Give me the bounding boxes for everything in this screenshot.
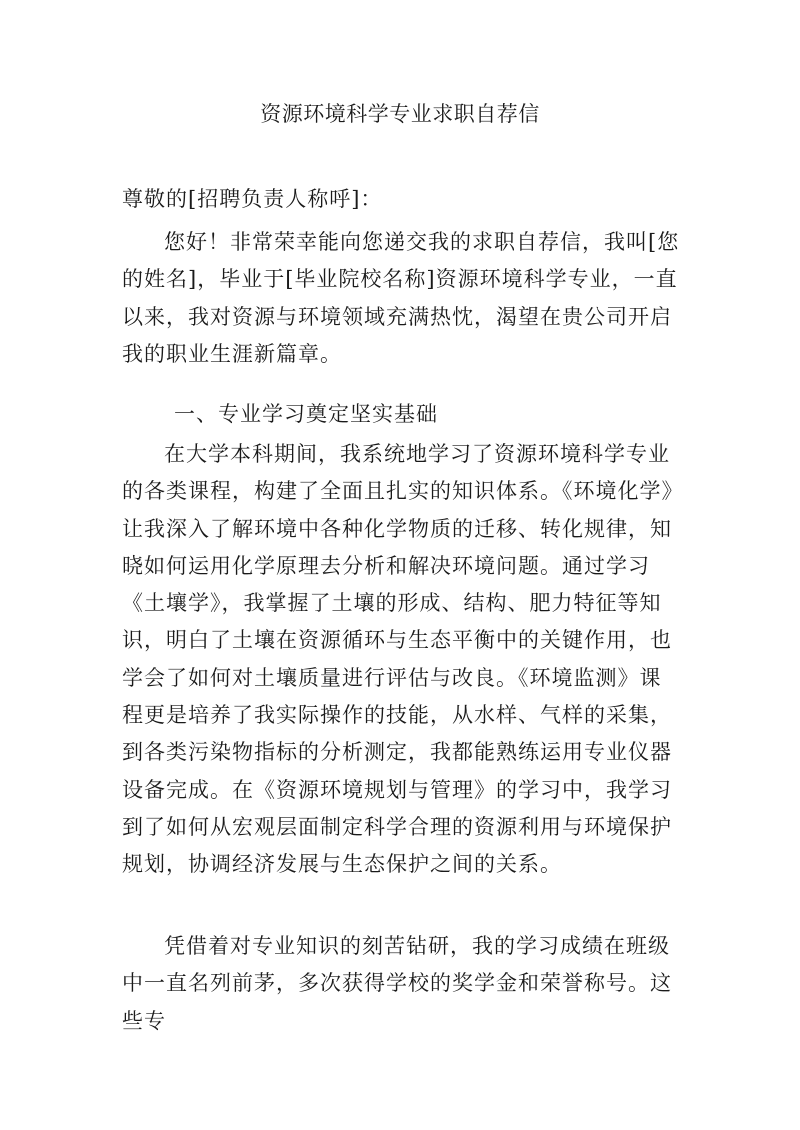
paragraph-intro: 您好！非常荣幸能向您递交我的求职自荐信，我叫[您的姓名]，毕业于[毕业院校名称]资源环境科学专业，一直以来，我对资源与环境领域充满热忱，渴望在贵公司开启我的职业生涯新篇章。 xyxy=(122,230,680,366)
paragraph-coursework: 在大学本科期间，我系统地学习了资源环境科学专业的各类课程，构建了全面且扎实的知识体系。《环境化学》让我深入了解环境中各种化学物质的迁移、转化规律，知晓如何运用化学原理去分析和解决环境问题。通过学习《土壤学》，我掌握了土壤的形成、结构、肥力特征等知识，明白了土壤在资源循环与生态平衡中的关键作用，也学会了如何对土壤质量进行评估与改良。《环境监测》课程更是培养了我实际操作的技能，从水样、气样的采集，到各类污染物指标的分析测定，我都能熟练运用专业仪器设备完成。在《资源环境规划与管理》的学习中，我学习到了如何从宏观层面制定科学合理的资源利用与环境保护规划，协调经济发展与生态保护之间的关系。 xyxy=(122,442,673,877)
document-title: 资源环境科学专业求职自荐信 xyxy=(260,102,540,126)
salutation: 尊敬的[招聘负责人称呼]： xyxy=(122,187,383,211)
section-heading: 一、专业学习奠定坚实基础 xyxy=(174,402,438,426)
paragraph-achievements: 凭借着对专业知识的刻苦钻研，我的学习成绩在班级中一直名列前茅，多次获得学校的奖学金和荣誉称号。这些专 xyxy=(122,934,672,1033)
